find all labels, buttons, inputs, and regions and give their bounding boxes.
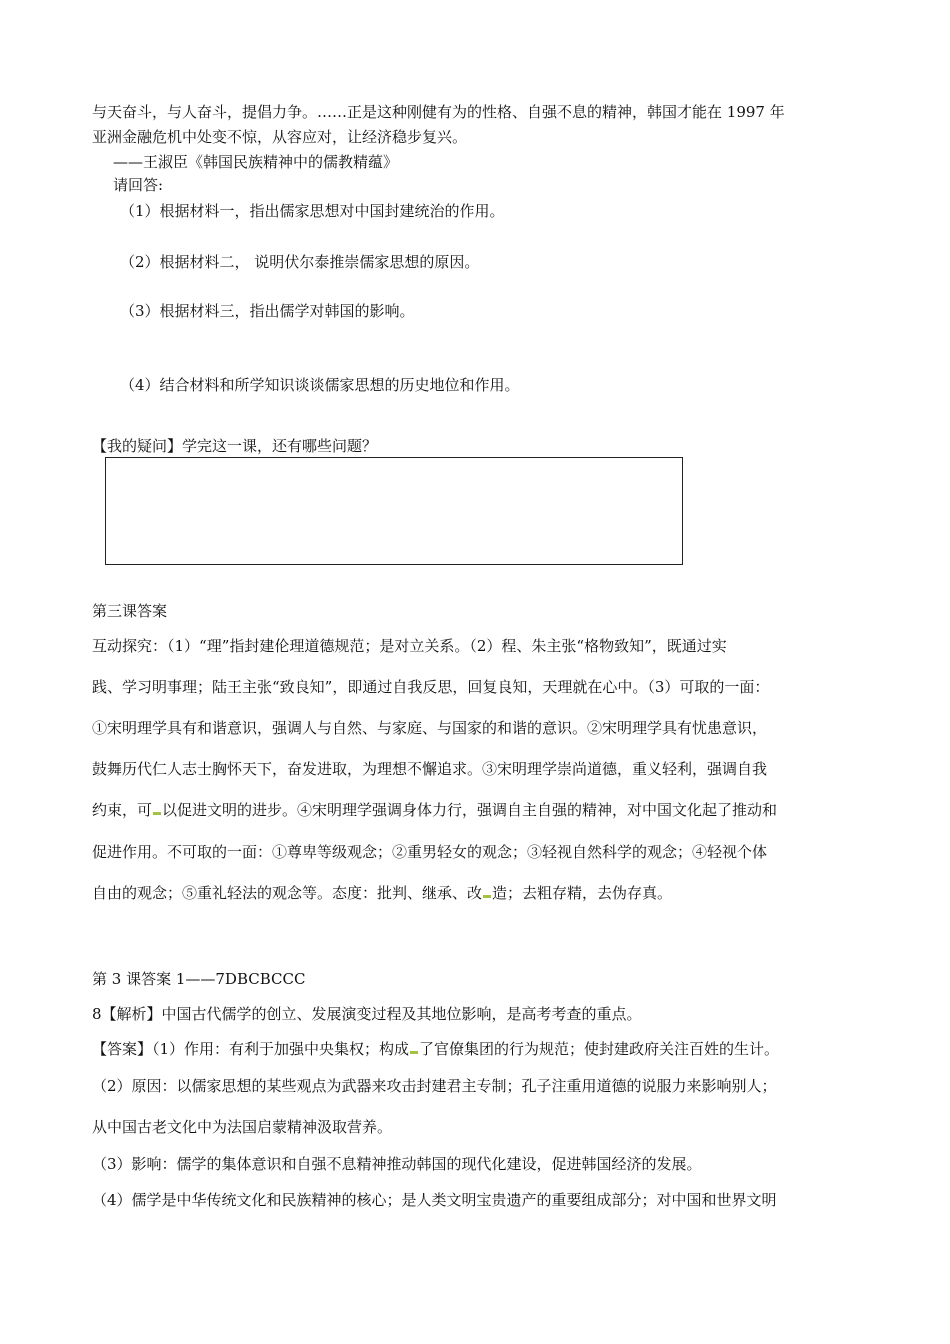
material-line-1: 与天奋斗，与人奋斗，提倡力争。……正是这种刚健有为的性格、自强不息的精神，韩国才能在 1997 年: [92, 103, 785, 121]
questions-intro: 请回答:: [113, 176, 164, 194]
question-3: （3）根据材料三，指出儒学对韩国的影响。: [120, 302, 415, 320]
answer-8-part-1: [92, 1039, 779, 1059]
answer-8-part-1a: 【答案】（1）作用：有利于加强中央集权；构成: [92, 1040, 410, 1058]
answer-8-part-2a: （2）原因：以儒家思想的某些观点为武器来攻击封建君主专制；孔子注重用道德的说服力来影响别人；: [92, 1077, 777, 1095]
doubts-answer-box[interactable]: [105, 457, 683, 565]
answer-8-part-4: （4）儒学是中华传统文化和民族精神的核心；是人类文明宝贵遗产的重要组成部分；对中国和世界文明: [92, 1191, 777, 1209]
highlight-mark: [410, 1051, 418, 1054]
lesson3-line-5b: 以促进文明的进步。④宋明理学强调身体力行，强调自主自强的精神，对中国文化起了推动和: [162, 801, 778, 819]
highlight-mark: [483, 895, 491, 898]
answers-title: 第 3 课答案 1——7DBCBCCC: [92, 970, 306, 988]
highlight-mark: [153, 812, 161, 815]
material-line-2: 亚洲金融危机中处变不惊，从容应对，让经济稳步复兴。: [92, 128, 468, 146]
lesson3-line-2: 践、学习明事理；陆王主张“致良知”，即通过自我反思，回复良知，天理就在心中。（3）可取的一面：: [92, 678, 770, 696]
doubts-label: 【我的疑问】学完这一课，还有哪些问题？: [92, 437, 378, 455]
lesson3-title: 第三课答案: [92, 602, 168, 620]
lesson3-line-7a: 自由的观念；⑤重礼轻法的观念等。态度：批判、继承、改: [92, 884, 483, 902]
lesson3-line-1: 互动探究：（1）“理”指封建伦理道德规范；是对立关系。（2）程、朱主张“格物致知”，既通过实: [92, 637, 727, 655]
lesson3-line-3: ①宋明理学具有和谐意识，强调人与自然、与家庭、与国家的和谐的意识。②宋明理学具有忧患意识，: [92, 719, 768, 737]
answer-8-part-3: （3）影响：儒学的集体意识和自强不息精神推动韩国的现代化建设，促进韩国经济的发展。: [92, 1155, 702, 1173]
answer-8-part-2b: 从中国古老文化中为法国启蒙精神汲取营养。: [92, 1118, 393, 1136]
lesson3-line-5a: 约束，可: [92, 801, 153, 819]
answer-8-part-1b: 了官僚集团的行为规范；使封建政府关注百姓的生计。: [419, 1040, 780, 1058]
lesson3-line-4: 鼓舞历代仁人志士胸怀天下，奋发进取，为理想不懈追求。③宋明理学崇尚道德，重义轻利，强调自我: [92, 760, 768, 778]
question-2: （2）根据材料二， 说明伏尔泰推崇儒家思想的原因。: [120, 253, 480, 271]
lesson3-line-7b: 造；去粗存精，去伪存真。: [492, 884, 673, 902]
answer-8-analysis: 8【解析】中国古代儒学的创立、发展演变过程及其地位影响，是高考考查的重点。: [92, 1005, 642, 1023]
lesson3-line-7: [92, 883, 672, 903]
question-1: （1）根据材料一，指出儒家思想对中国封建统治的作用。: [120, 202, 505, 220]
lesson3-line-5: [92, 800, 777, 820]
lesson3-line-6: 促进作用。不可取的一面：①尊卑等级观念；②重男轻女的观念；③轻视自然科学的观念；④轻视个体: [92, 843, 768, 861]
question-4: （4）结合材料和所学知识谈谈儒家思想的历史地位和作用。: [120, 376, 520, 394]
material-source: ——王淑臣《韩国民族精神中的儒教精蕴》: [113, 153, 399, 171]
